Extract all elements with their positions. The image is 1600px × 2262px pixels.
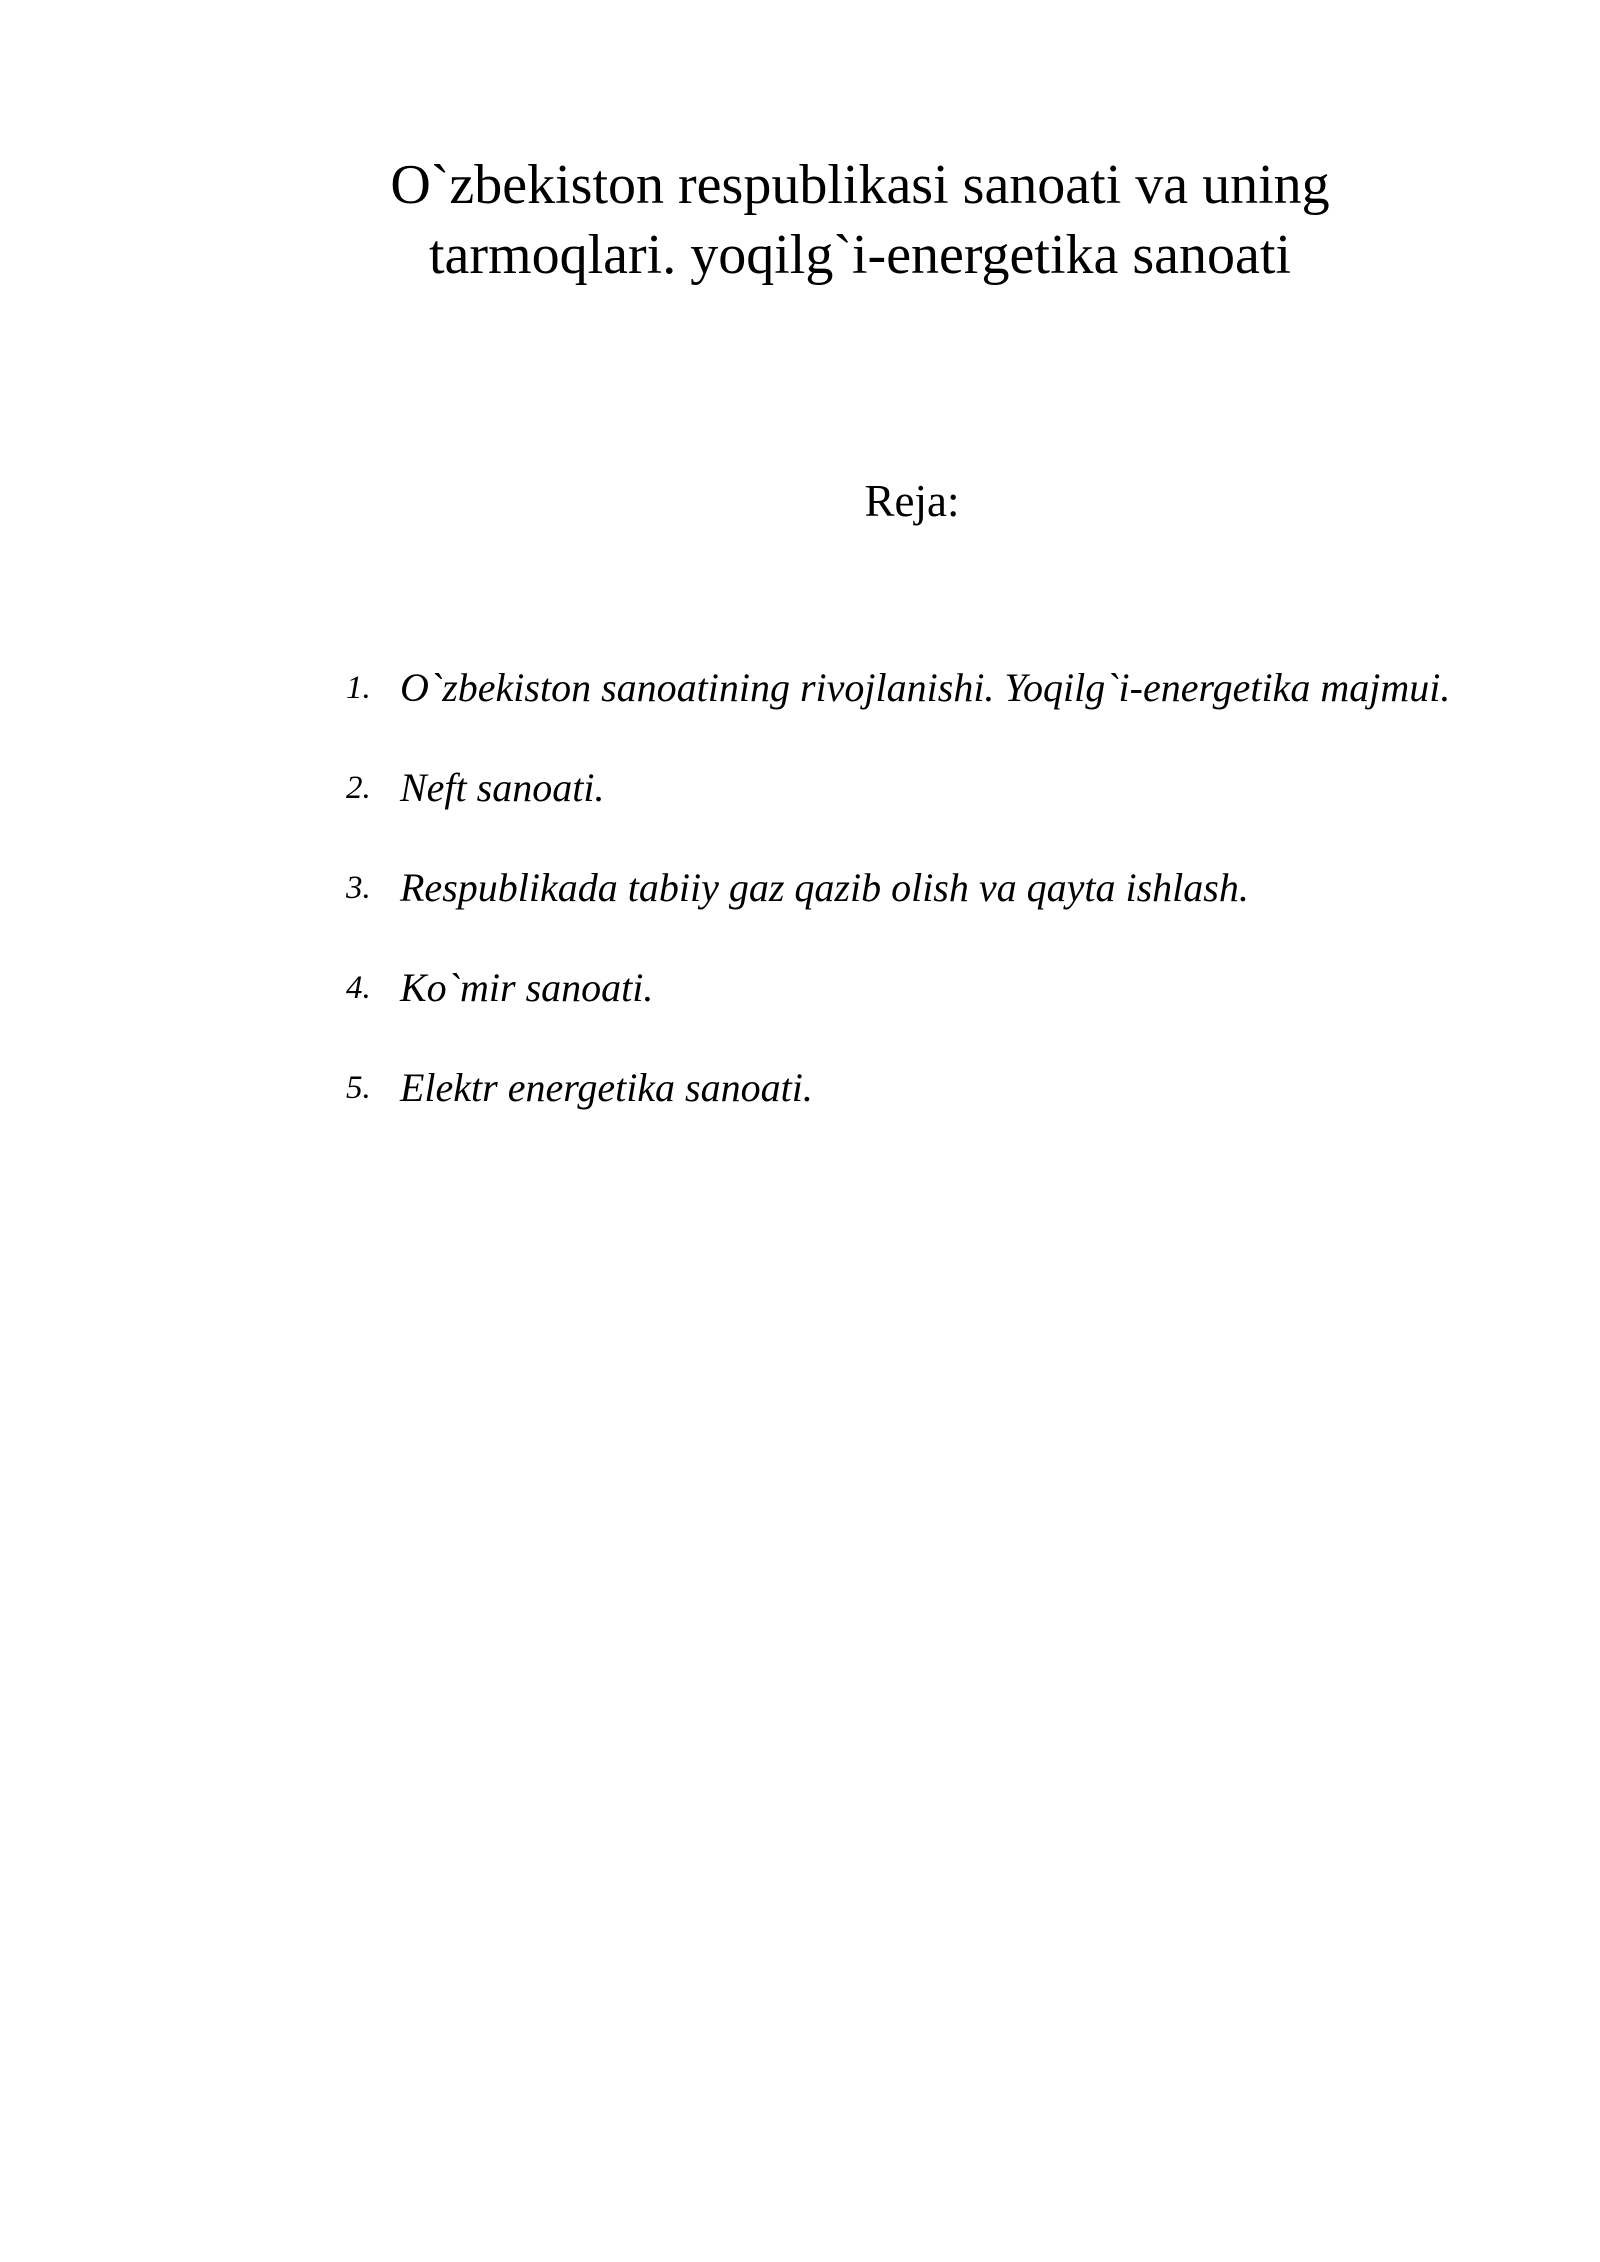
plan-item-text: Neft sanoati. [400, 765, 605, 810]
plan-item-text: Respublikada tabiiy gaz qazib olish va qayta ishlash. [400, 865, 1249, 910]
plan-item-number: 2. [346, 770, 371, 806]
plan-item-text: O`zbekiston sanoatining rivojlanishi. Yoqilg`i-energetika majmui. [400, 665, 1451, 710]
plan-list [346, 638, 1456, 1138]
plan-item-1 [346, 638, 1456, 738]
plan-item-5 [346, 1038, 1456, 1138]
plan-item-text: Ko`mir sanoati. [400, 965, 654, 1010]
plan-item-number: 3. [346, 870, 371, 906]
document-title: O`zbekiston respublikasi sanoati va uning tarmoqlari. yoqilg`i-energetika sanoati [390, 154, 1330, 286]
plan-heading: Reja: [864, 476, 960, 526]
plan-item-3 [346, 838, 1456, 938]
plan-item-number: 4. [346, 970, 371, 1006]
plan-item-4 [346, 938, 1456, 1038]
plan-item-number: 1. [346, 670, 371, 706]
plan-item-number: 5. [346, 1070, 371, 1106]
plan-item-text: Elektr energetika sanoati. [400, 1065, 813, 1110]
plan-item-2 [346, 738, 1456, 838]
